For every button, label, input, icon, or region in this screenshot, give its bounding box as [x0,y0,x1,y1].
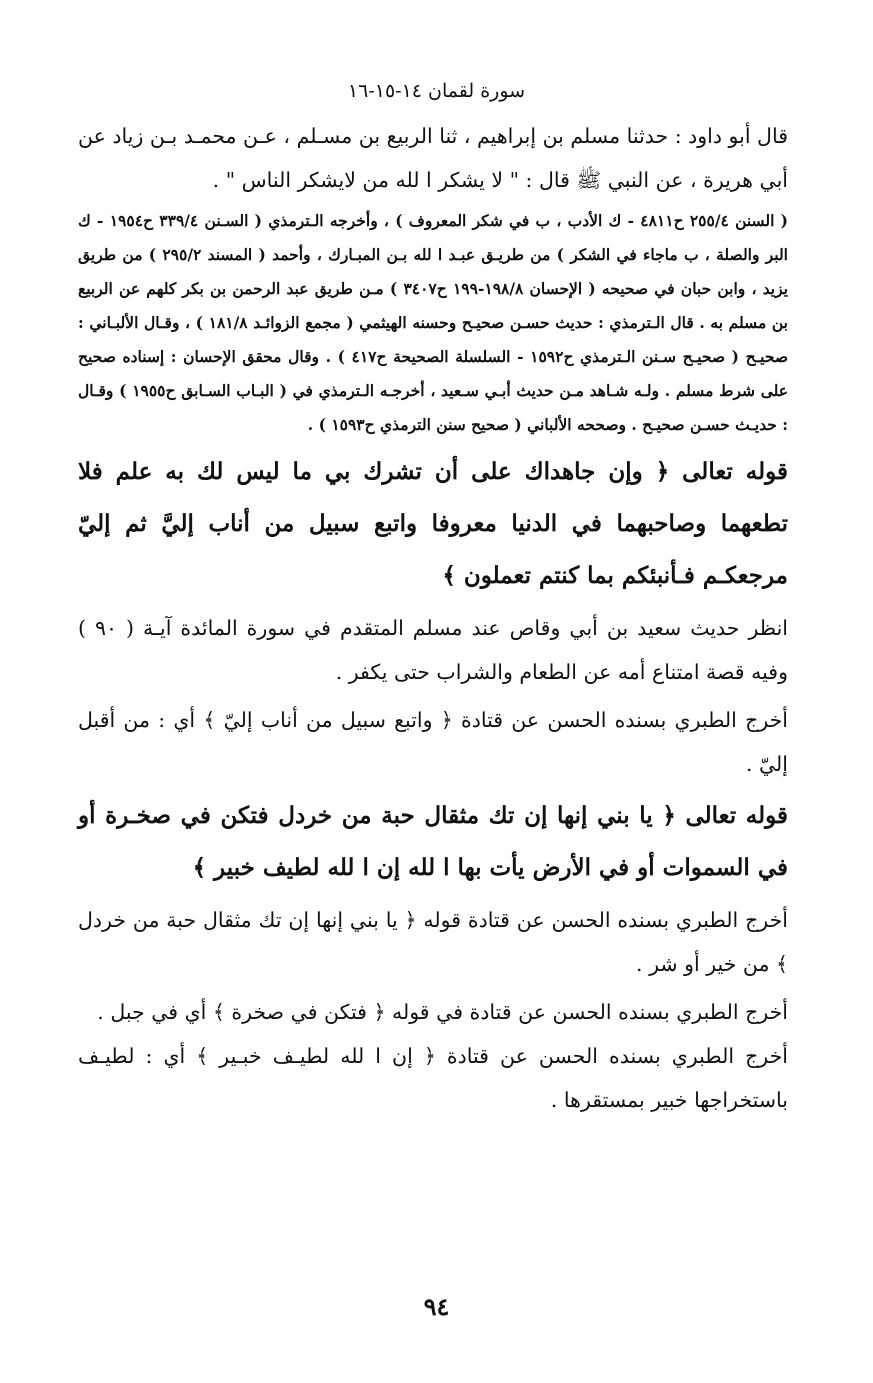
commentary-paragraph: أخرج الطبري بسنده الحسن عن قتادة ﴿ واتبع سبيل من أناب إليّ ﴾ أي : من أقبل إليّ . [78,708,788,776]
takhrij-footnote: ( السنن ٢٥٥/٤ ح٤٨١١ - ك الأدب ، ب في شكر المعروف ) ، وأخرجه الـترمذي ( السـنن ٣٣٩/٤ ح١٩٥٤ - ك البر والصلة ، ب ماجاء في الشكر ) من طريـق عبـد ا لله بـن المبـارك ، وأحمد ( المسند ٢٩٥/٢ ) من طريق يزيد ، وابن حبان في صحيحه ( الإحسان ١٩٨/٨-١٩٩ ح٣٤٠٧ ) مـن طريق عبد الرحمن بن بكر كلهم عن الربيع بن مسلم به . قال الـترمذي : حديث حسـن صحيـح وحسنه الهيثمي ( مجمع الزوائـد ١٨١/٨ ) ، وقـال الألبـاني : صحيـح ( صحيـح سـنن الـترمذي ح١٥٩٢ - السلسلة الصحيحة ح٤١٧ ) . وقال محقق الإحسان : إسناده صحيح على شرط مسلم . ولـه شـاهد مـن حديث أبـي سـعيد ، أخرجـه الـترمذي في ( البـاب السـابق ح١٩٥٥ ) وقـال : حديـث حسـن صحيـح . وصححه الألباني ( صحيح سنن الترمذي ح١٥٩٣ ) . [78,211,788,434]
verse-heading: قوله تعالى ﴿ وإن جاهداك على أن تشرك بي ما ليس لك به علم فلا تطعهما وصاحبهما في الدنيا معروفا واتبع سبيل من أناب إليَّ ثم إليّ مرجعكـم فـأنبئكم بما كنتم تعملون ﴾ [78,458,788,589]
commentary-paragraph: أخرج الطبري بسنده الحسن عن قتادة ﴿ إن ا لله لطيـف خبـير ﴾ أي : لطيـف باستخراجها خبير بمستقرها . [78,1044,788,1112]
verse-heading: قوله تعالى ﴿ يا بني إنها إن تك مثقال حبة من خردل فتكن في صخـرة أو في السموات أو في الأرض يأت بها ا لله إن ا لله لطيف خبير ﴾ [78,802,788,881]
running-header: سورة لقمان ١٤-١٥-١٦ [347,80,526,102]
commentary-paragraph: أخرج الطبري بسنده الحسن عن قتادة قوله ﴿ يا بني إنها إن تك مثقال حبة من خردل ﴾ من خير أو شر . [78,908,788,976]
commentary-paragraph: أخرج الطبري بسنده الحسن عن قتادة في قوله ﴿ فتكن في صخرة ﴾ أي في جبل . [97,1000,788,1024]
commentary-paragraph: انظر حديث سعيد بن أبي وقاص عند مسلم المتقدم في سورة المائدة آيـة ( ٩٠ ) وفيه قصة امتناع أمه عن الطعام والشراب حتى يكفر . [78,616,788,684]
hadith-paragraph: قال أبو داود : حدثنا مسلم بن إبراهيم ، ثنا الربيع بن مسـلم ، عـن محمـد بـن زياد عن أبي هريرة ، عن النبي ﷺ قال : " لا يشكر ا لله من لايشكر الناس " . [78,124,788,192]
page-body [78,114,788,1122]
page-number: ٩٤ [423,1292,450,1321]
